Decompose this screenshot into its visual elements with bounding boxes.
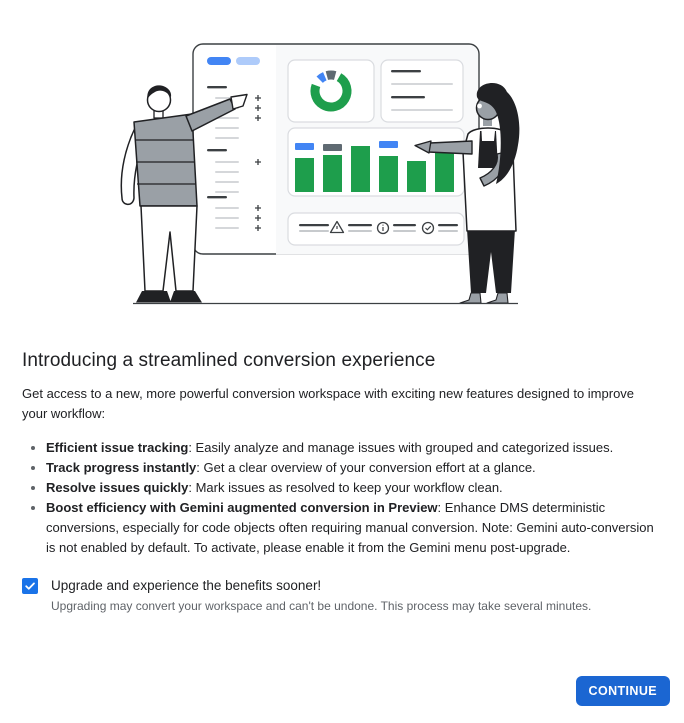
woman-undershirt [482, 131, 496, 141]
woman-heel-right [487, 293, 508, 303]
woman-earring [477, 104, 482, 109]
feature-bullet [22, 498, 662, 558]
status-rows-card [288, 213, 464, 245]
upgrade-option-row [22, 577, 662, 615]
sidebar-pill-secondary [236, 57, 260, 65]
woman-heel-left [460, 293, 481, 303]
feature-list [22, 438, 662, 558]
dialog-title: Introducing a streamlined conversion experience [22, 350, 436, 371]
feature-bullet-text: : Easily analyze and manage issues with grouped and categorized issues. [188, 440, 614, 455]
sidebar-pill-primary [207, 57, 231, 65]
woman-pants [467, 229, 515, 293]
upgrade-note: Upgrading may convert your workspace and can't be undone. This process may take several minutes. [51, 599, 592, 613]
man-shoe-left [136, 291, 171, 303]
hero-illustration [0, 0, 684, 315]
upgrade-checkbox-label[interactable]: Upgrade and experience the benefits sooner! [51, 578, 322, 593]
bar-chart-card [288, 128, 464, 196]
man-pants [141, 206, 197, 291]
feature-bullet [22, 478, 662, 498]
upgrade-checkbox[interactable] [22, 578, 38, 594]
feature-bullet-lead: Boost efficiency with Gemini augmented conversion in Preview [46, 500, 438, 515]
woman-pointing-arm [428, 141, 472, 154]
checkmark-icon [24, 580, 36, 592]
feature-bullet [22, 458, 662, 478]
upgrade-text [51, 577, 591, 615]
summary-card [381, 60, 463, 122]
man-shoe-right [170, 291, 202, 303]
feature-bullet-text: : Enhance DMS deterministic conversions, especially for code objects often requiring manual conversion. Note: Gemini auto-conversion is not enabled by default. To activate, please enable it from the Gemini menu post-upgrade. [46, 500, 654, 555]
feature-bullet [22, 438, 662, 458]
feature-bullet-text: : Get a clear overview of your conversion effort at a glance. [196, 460, 536, 475]
feature-bullet-lead: Resolve issues quickly [46, 480, 189, 495]
dialog-intro: Get access to a new, more powerful conversion workspace with exciting new features designed to improve your workflow: [22, 386, 635, 421]
donut-chart-card [288, 60, 374, 122]
feature-bullet-lead: Efficient issue tracking [46, 440, 189, 455]
man-torso [134, 114, 197, 206]
feature-bullet-text: : Mark issues as resolved to keep your workflow clean. [188, 480, 503, 495]
continue-button[interactable]: CONTINUE [576, 676, 670, 706]
feature-bullet-lead: Track progress instantly [46, 460, 197, 475]
